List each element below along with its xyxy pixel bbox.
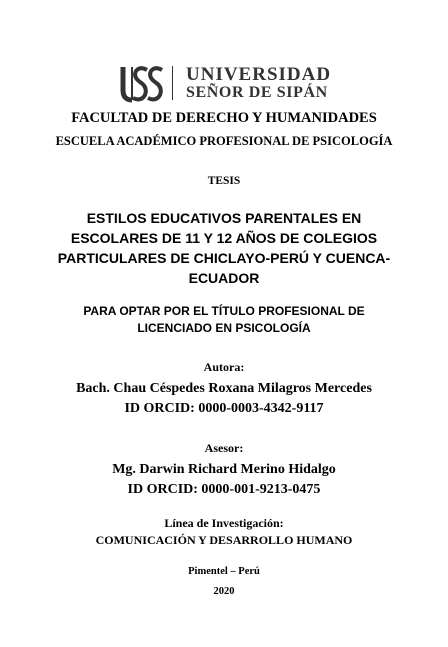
research-line-label: Línea de Investigación: bbox=[164, 516, 284, 530]
university-name-line2: SEÑOR DE SIPÁN bbox=[186, 84, 328, 101]
thesis-title-line: ECUADOR bbox=[188, 270, 260, 286]
author-orcid: ID ORCID: 0000-0003-4342-9117 bbox=[124, 401, 324, 416]
author-name: Bach. Chau Céspedes Roxana Milagros Mercedes bbox=[76, 381, 372, 396]
university-name-line1: UNIVERSIDAD bbox=[186, 64, 332, 85]
advisor-name: Mg. Darwin Richard Merino Hidalgo bbox=[112, 462, 336, 477]
advisor-label: Asesor: bbox=[204, 441, 244, 455]
year: 2020 bbox=[213, 586, 235, 597]
thesis-title-line: ESTILOS EDUCATIVOS PARENTALES EN bbox=[86, 210, 362, 226]
research-line-value: COMUNICACIÓN Y DESARROLLO HUMANO bbox=[95, 533, 353, 547]
degree-line: LICENCIADO EN PSICOLOGÍA bbox=[137, 321, 311, 335]
university-logo bbox=[120, 64, 330, 104]
thesis-title-line: PARTICULARES DE CHICLAYO-PERÚ Y CUENCA- bbox=[57, 250, 391, 266]
place: Pimentel – Perú bbox=[188, 566, 260, 577]
document-type: TESIS bbox=[207, 175, 241, 187]
degree-line: PARA OPTAR POR EL TÍTULO PROFESIONAL DE bbox=[83, 304, 365, 318]
faculty-name: FACULTAD DE DERECHO Y HUMANIDADES bbox=[71, 110, 377, 126]
advisor-orcid: ID ORCID: 0000-001-9213-0475 bbox=[127, 482, 321, 497]
school-name: ESCUELA ACADÉMICO PROFESIONAL DE PSICOLOGÍA bbox=[55, 134, 393, 148]
uss-monogram-icon bbox=[120, 64, 166, 104]
logo-divider bbox=[172, 66, 173, 100]
thesis-title-line: ESCOLARES DE 11 Y 12 AÑOS DE COLEGIOS bbox=[70, 230, 378, 246]
author-label: Autora: bbox=[203, 360, 245, 374]
